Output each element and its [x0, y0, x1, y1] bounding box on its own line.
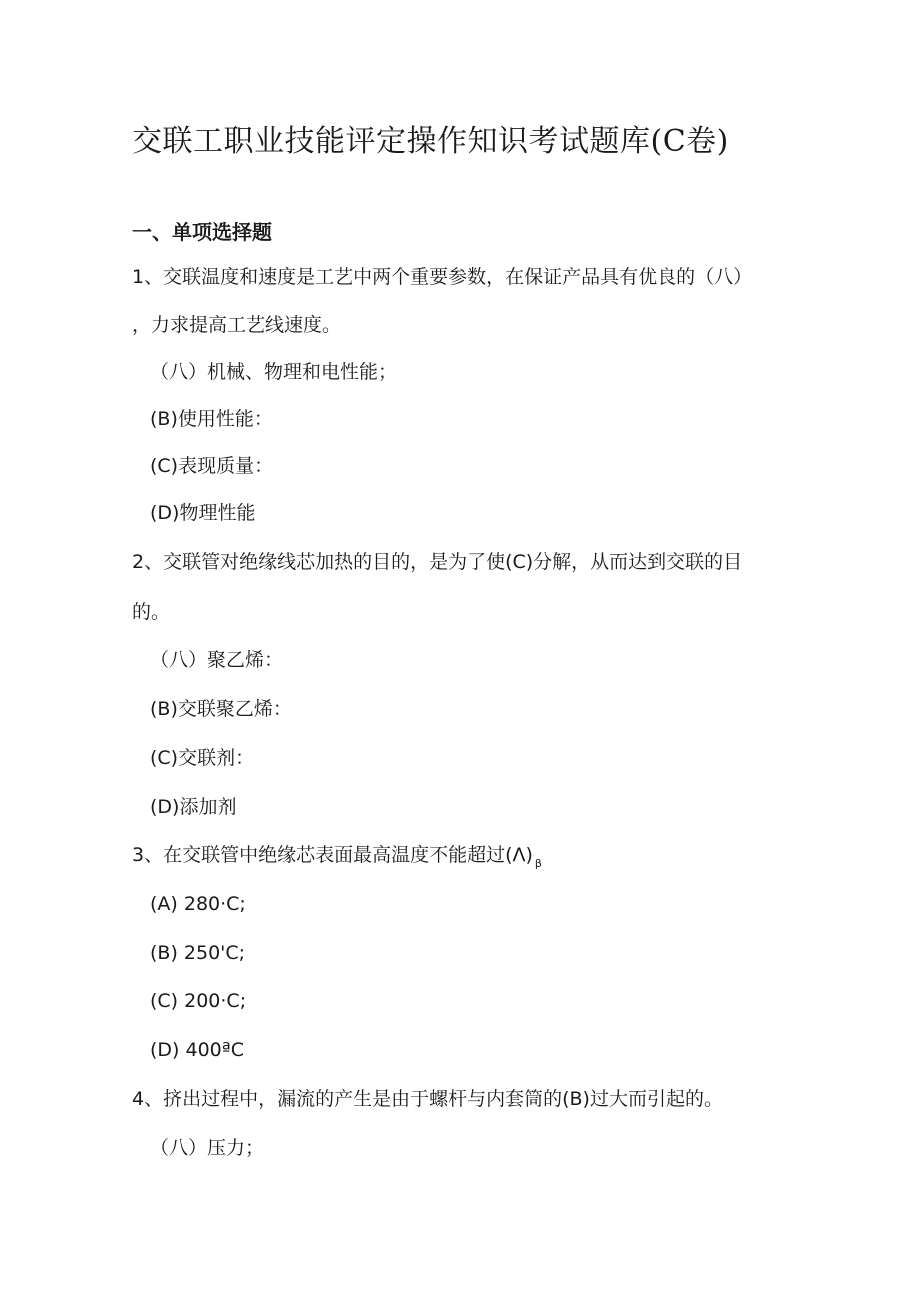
- question-2-stem: 2、交联管对绝缘线芯加热的目的，是为了使(C)分解，从而达到交联的目: [132, 551, 743, 573]
- question-2-option-b: (B)交联聚乙烯：: [150, 698, 292, 720]
- question-1-option-b: (B)使用性能：: [150, 408, 273, 430]
- question-4-option-a: （八）压力；: [150, 1137, 265, 1159]
- document-title: 交联工职业技能评定操作知识考试题库(C卷): [132, 124, 729, 159]
- question-3-stem: [132, 844, 542, 870]
- question-2-option-a: （八）聚乙烯：: [150, 649, 284, 671]
- question-3-option-d: (D) 400ªC: [150, 1039, 244, 1061]
- question-1-option-d: (D)物理性能: [150, 502, 256, 524]
- question-3-stem-text: 3、在交联管中绝缘芯表面最高温度不能超过(Λ): [132, 844, 533, 866]
- question-1-stem-continued: ，力求提高工艺线速度。: [132, 314, 342, 336]
- section-heading: 一、单项选择题: [132, 220, 272, 244]
- question-4-stem: 4、挤出过程中，漏流的产生是由于螺杆与内套筒的(B)过大而引起的。: [132, 1088, 723, 1110]
- question-2-option-c: (C)交联剂：: [150, 747, 255, 769]
- question-1-option-a: （八）机械、物理和电性能；: [150, 361, 398, 383]
- question-1-option-c: (C)表现质量：: [150, 455, 274, 477]
- question-3-option-a: (A) 280·C;: [150, 893, 246, 915]
- question-2-option-d: (D)添加剂: [150, 796, 237, 818]
- question-3-stem-subscript: β: [534, 857, 542, 870]
- question-2-stem-continued: 的。: [132, 601, 171, 623]
- question-3-option-b: (B) 250'C;: [150, 942, 246, 964]
- question-3-option-c: (C) 200·C;: [150, 990, 247, 1012]
- question-1-stem: 1、交联温度和速度是工艺中两个重要参数，在保证产品具有优良的（八）: [132, 266, 753, 288]
